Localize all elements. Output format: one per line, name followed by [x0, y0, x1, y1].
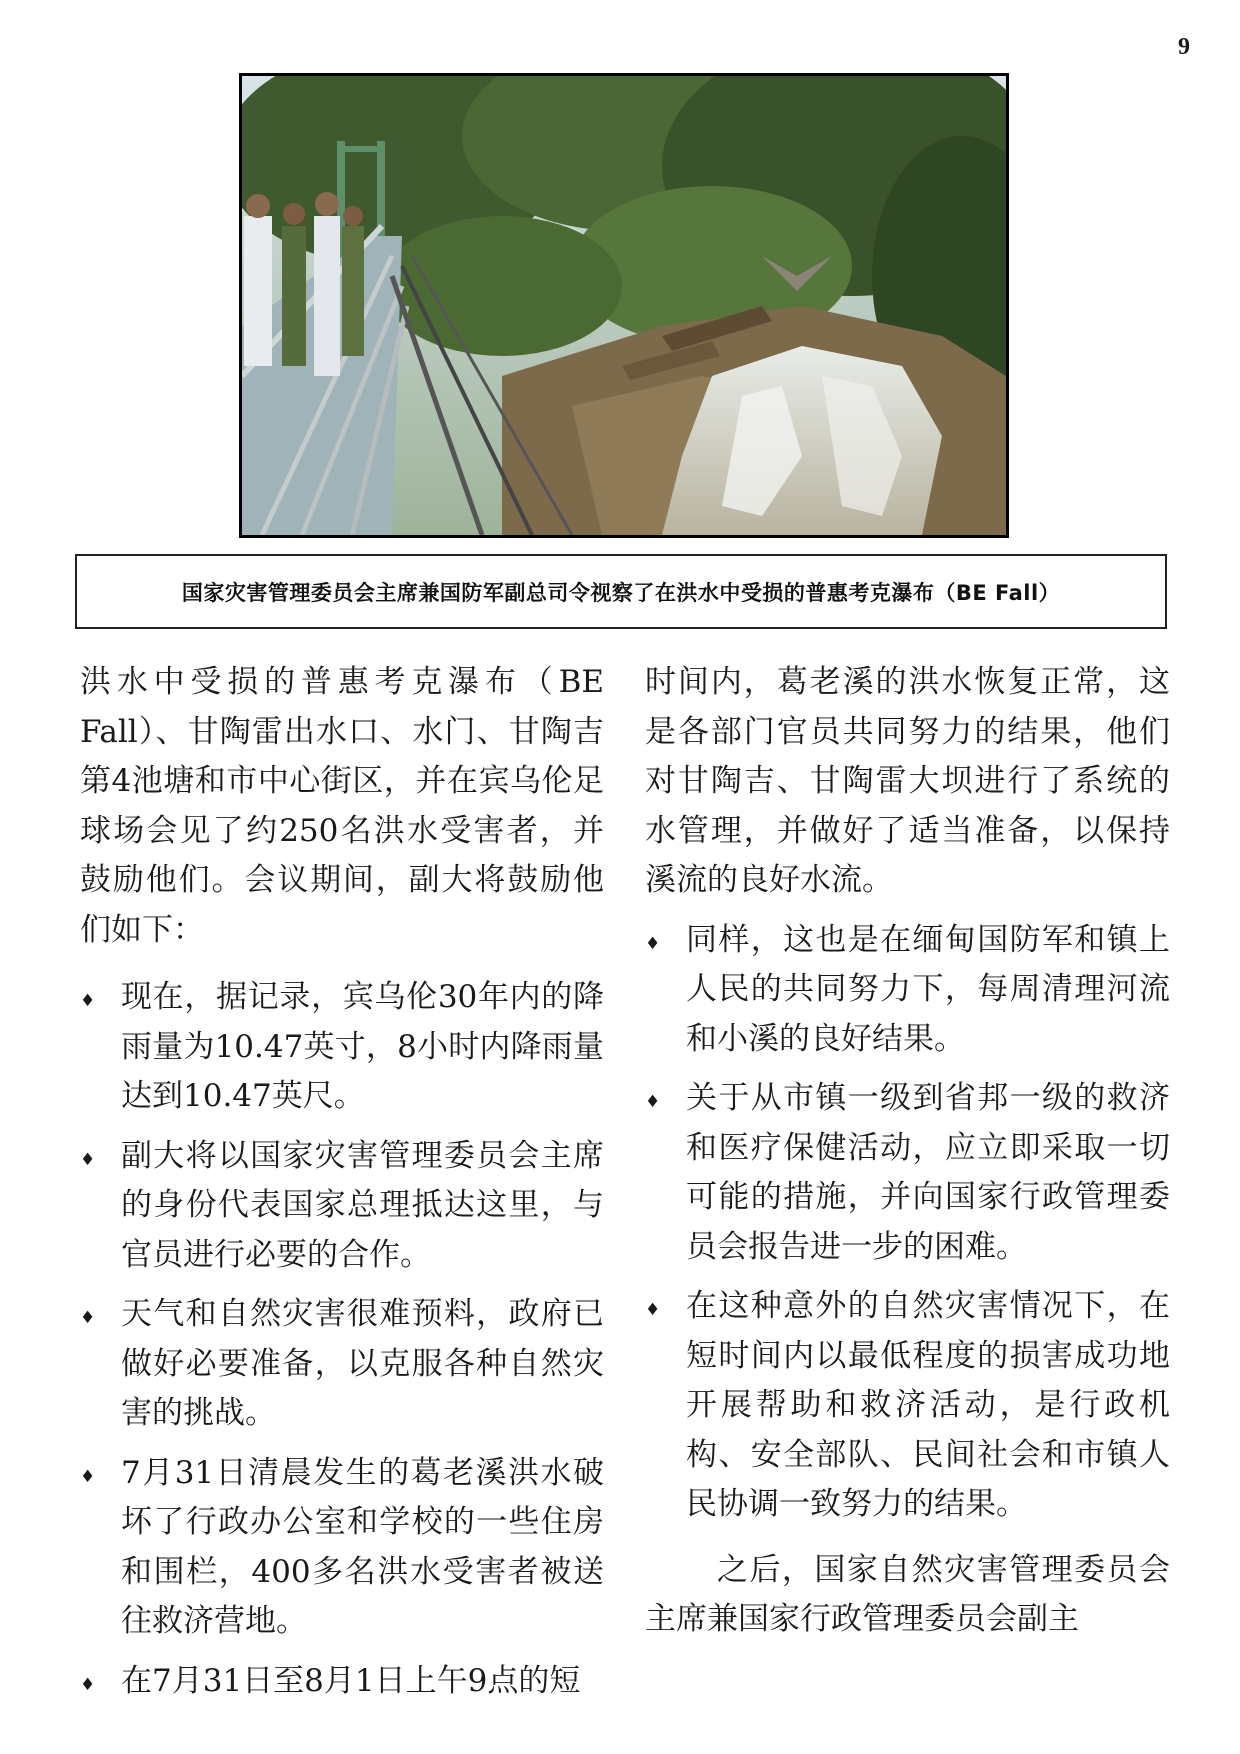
- bullet-item: ♦ 关于从市镇一级到省邦一级的救济和医疗保健活动，应立即采取一切可能的措施，并向国家行政管理委员会报告进一步的困难。: [645, 1074, 1170, 1272]
- left-column: [80, 658, 604, 1706]
- right-bullet-list: [645, 916, 1170, 1530]
- continuation-paragraph: 时间内，葛老溪的洪水恢复正常，这是各部门官员共同努力的结果，他们对甘陶吉、甘陶雷大坝进行了系统的水管理，并做好了适当准备，以保持溪流的良好水流。: [645, 664, 1170, 898]
- bullet-item: ♦ 天气和自然灾害很难预料，政府已做好必要准备，以克服各种自然灾害的挑战。: [80, 1290, 604, 1439]
- bullet-item: ♦ 同样，这也是在缅甸国防军和镇上人民的共同努力下，每周清理河流和小溪的良好结果。: [645, 916, 1170, 1065]
- bullet-item: ♦ 现在，据记录，宾乌伦30年内的降雨量为10.47英寸，8小时内降雨量达到10.47英尺。: [80, 973, 604, 1122]
- photo-waterfall-suspension-bridge-icon: [242, 76, 1006, 535]
- left-bullet-list: [80, 973, 604, 1706]
- right-column: [645, 658, 1170, 1645]
- photo-caption: 国家灾害管理委员会主席兼国防军副总司令视察了在洪水中受损的普惠考克瀑布（BE Fall）: [75, 554, 1167, 629]
- bullet-item: ♦ 在7月31日至8月1日上午9点的短: [80, 1657, 604, 1707]
- bullet-item: ♦ 7月31日清晨发生的葛老溪洪水破坏了行政办公室和学校的一些住房和围栏，400多名洪水受害者被送往救济营地。: [80, 1449, 604, 1647]
- waterfall-inspection-photo: [239, 73, 1009, 538]
- intro-paragraph: 洪水中受损的普惠考克瀑布（BE Fall）、甘陶雷出水口、水门、甘陶吉第4池塘和市中心街区，并在宾乌伦足球场会见了约250名洪水受害者，并鼓励他们。会议期间，副大将鼓励他们如下：: [80, 664, 604, 948]
- bullet-item: ♦ 在这种意外的自然灾害情况下，在短时间内以最低程度的损害成功地开展帮助和救济活动，是行政机构、安全部队、民间社会和市镇人民协调一致努力的结果。: [645, 1282, 1170, 1530]
- closing-paragraph: 之后，国家自然灾害管理委员会主席兼国家行政管理委员会副主: [645, 1551, 1170, 1637]
- page-number: 9: [1178, 34, 1190, 60]
- bullet-item: ♦ 副大将以国家灾害管理委员会主席的身份代表国家总理抵达这里，与官员进行必要的合作。: [80, 1132, 604, 1281]
